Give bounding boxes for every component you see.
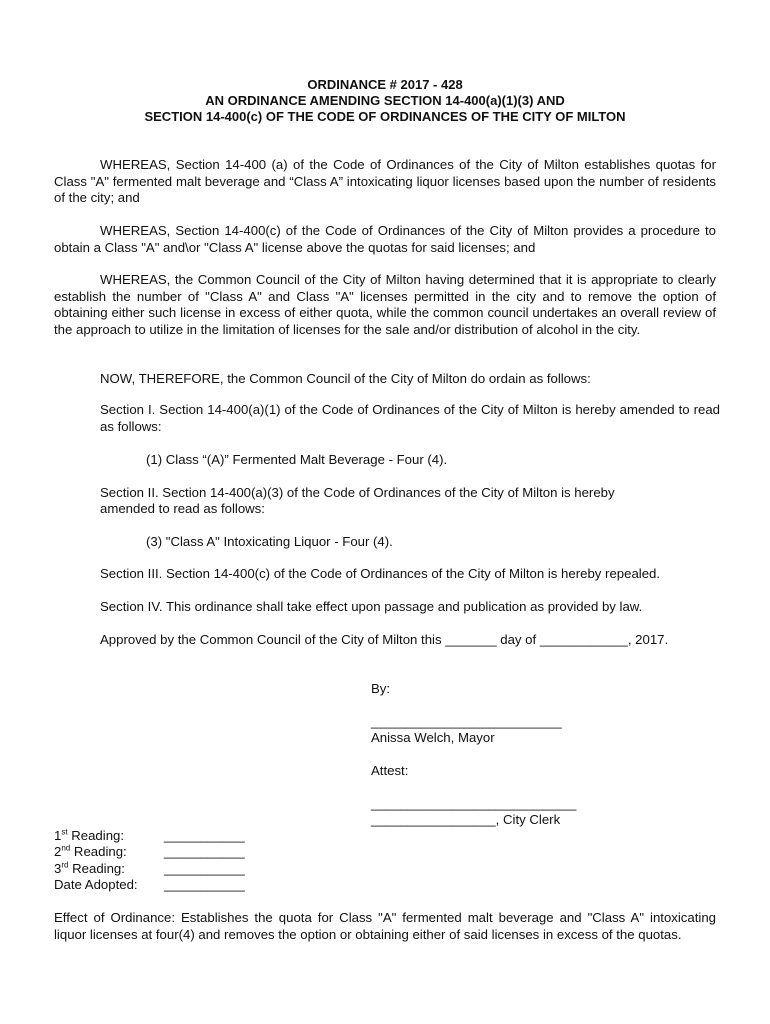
mayor-signature-line: __________________________ (371, 714, 562, 729)
date-adopted-row (54, 877, 245, 894)
attest-label: Attest: (371, 763, 409, 778)
section-4: Section IV. This ordinance shall take effect upon passage and publication as provided by law. (100, 599, 643, 614)
third-reading-row (54, 861, 245, 878)
ordinance-title-line1: AN ORDINANCE AMENDING SECTION 14-400(a)(1)(3) AND (205, 93, 565, 108)
ordinance-number: ORDINANCE # 2017 - 428 (307, 77, 463, 92)
section-3: Section III. Section 14-400(c) of the Code of Ordinances of the City of Milton is hereby repealed. (100, 566, 661, 581)
third-reading-blank: ___________ (164, 861, 245, 876)
mayor-name: Anissa Welch, Mayor (371, 730, 495, 745)
effect-of-ordinance: Effect of Ordinance: Establishes the quota for Class "A" fermented malt beverage and "Class A" intoxicating liquor licenses at four(4) and removes the option or obtaining either of said licenses in excess of the quotas. (54, 910, 716, 942)
first-reading-label: 1st Reading: (54, 827, 125, 843)
approval-statement: Approved by the Common Council of the City of Milton this _______ day of ____________, 2017. (100, 632, 669, 647)
date-adopted-blank: ___________ (164, 877, 245, 892)
section-1: Section I. Section 14-400(a)(1) of the Code of Ordinances of the City of Milton is hereby amended to read as follows: (100, 402, 720, 434)
clerk-signature-line: ____________________________ (371, 796, 577, 811)
now-therefore-clause: NOW, THEREFORE, the Common Council of the City of Milton do ordain as follows: (100, 371, 591, 386)
by-label: By: (371, 681, 391, 696)
date-adopted-label: Date Adopted: (54, 877, 138, 892)
whereas-paragraph-2: WHEREAS, Section 14-400(c) of the Code of Ordinances of the City of Milton provides a procedure to obtain a Class "A" and\or "Class A" license above the quotas for said licenses; and (54, 223, 716, 255)
second-reading-row (54, 844, 245, 861)
ordinance-title-line2: SECTION 14-400(c) OF THE CODE OF ORDINANCES OF THE CITY OF MILTON (144, 109, 626, 124)
third-reading-label: 3rd Reading: (54, 860, 125, 876)
first-reading-blank: ___________ (164, 828, 245, 843)
section-1-item: (1) Class “(A)” Fermented Malt Beverage - Four (4). (146, 452, 448, 467)
second-reading-blank: ___________ (164, 844, 245, 859)
section-2-line1: Section II. Section 14-400(a)(3) of the Code of Ordinances of the City of Milton is hereby (100, 485, 615, 500)
first-reading-row (54, 828, 245, 845)
section-2-line2: amended to read as follows: (100, 501, 265, 516)
city-clerk-line: _________________, City Clerk (371, 812, 561, 827)
whereas-paragraph-3: WHEREAS, the Common Council of the City of Milton having determined that it is appropriate to clearly establish the number of "Class A" and Class "A" licenses permitted in the city and to remove the option of obtaining either such license in excess of either quota, while the common council undertakes an overall review of the approach to utilize in the limitation of licenses for the sale and/or distribution of alcohol in the city. (54, 272, 716, 337)
whereas-paragraph-1: WHEREAS, Section 14-400 (a) of the Code of Ordinances of the City of Milton establishes quotas for Class "A" fermented malt beverage and “Class A” intoxicating liquor licenses based upon the number of residents of the city; and (54, 157, 716, 205)
second-reading-label: 2nd Reading: (54, 843, 127, 859)
section-2-item: (3) "Class A" Intoxicating Liquor - Four (4). (146, 534, 393, 549)
